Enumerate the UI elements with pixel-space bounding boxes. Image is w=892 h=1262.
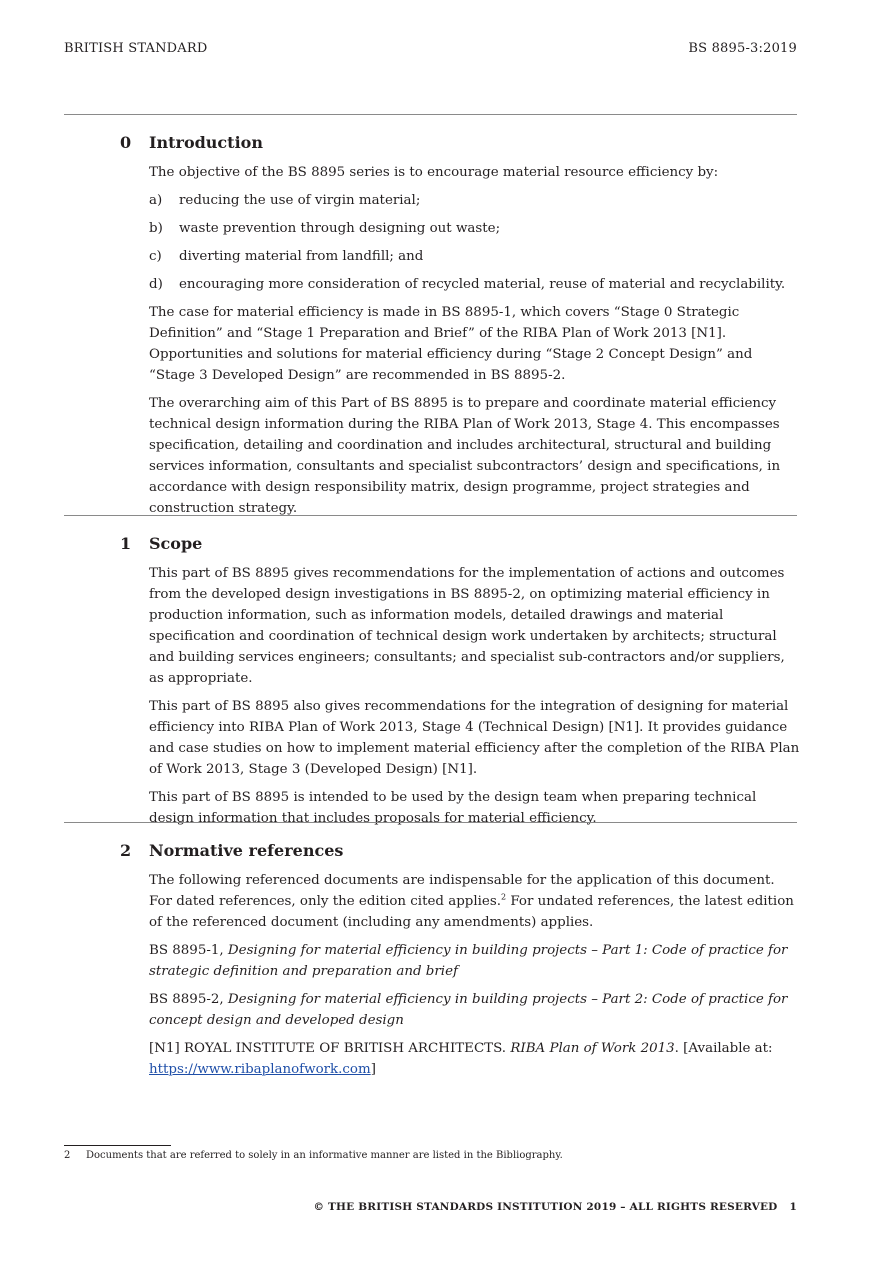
paragraph: [149, 870, 801, 933]
list-text: waste prevention through designing out waste;: [179, 221, 501, 236]
header-left: BRITISH STANDARD: [64, 41, 208, 56]
reference-code: [N1] ROYAL INSTITUTE OF BRITISH ARCHITECTS.: [149, 1041, 511, 1056]
paragraph: The case for material efficiency is made in BS 8895-1, which covers “Stage 0 Strategic Definition” and “Stage 1 Preparation and Brief” of the RIBA Plan of Work 2013 [N1]. Opportunities and solutions for material efficiency during “Stage 2 Concept Design” and “Stage 3 Developed Design” are recommended in BS 8895-2.: [149, 305, 753, 383]
list-item: [149, 190, 801, 211]
footnote-ref[interactable]: 2: [500, 892, 507, 902]
footnote-divider: [64, 1145, 171, 1146]
section-number: 1: [120, 534, 132, 553]
reference-code: BS 8895-2,: [149, 992, 228, 1007]
list-text: encouraging more consideration of recycled material, reuse of material and recyclability.: [179, 277, 786, 292]
reference-item: [149, 989, 801, 1031]
reference-title: Designing for material efficiency in building projects – Part 2: Code of practice for concept design and developed design: [149, 992, 788, 1028]
section-title: Normative references: [149, 841, 344, 860]
page-number: 1: [789, 1201, 797, 1213]
section-body: [149, 870, 801, 1080]
footnote: [64, 1150, 563, 1161]
list-label: a): [149, 193, 163, 208]
reference-title: Designing for material efficiency in building projects – Part 1: Code of practice for strategic definition and preparation and brief: [149, 943, 788, 979]
paragraph: The overarching aim of this Part of BS 8895 is to prepare and coordinate material efficiency technical design information during the RIBA Plan of Work 2013, Stage 4. This encompasses specification, detailing and coordination and includes architectural, structural and building services information, consultants and specialist subcontractors’ design and specifications, in accordance with design responsibility matrix, design programme, project strategies and construction strategy.: [149, 396, 781, 516]
reference-title: RIBA Plan of Work 2013: [510, 1041, 675, 1056]
section-body: [149, 162, 801, 519]
footnote-number: 2: [64, 1150, 71, 1161]
section-normative-references: [0, 841, 892, 1087]
list-label: b): [149, 221, 163, 236]
section-number: 2: [120, 841, 132, 860]
page-header: [64, 41, 797, 56]
text-run: The following referenced documents are indispensable for the application of this document. For dated references, only the edition cited applies.: [149, 873, 775, 909]
paragraph: This part of BS 8895 also gives recommendations for the integration of designing for material efficiency into RIBA Plan of Work 2013, Stage 4 (Technical Design) [N1]. It provides guidance and case studies on how to implement material efficiency after the completion of the RIBA Plan of Work 2013, Stage 3 (Developed Design) [N1].: [149, 699, 800, 777]
section-number: 0: [120, 133, 132, 152]
text-run: For undated references, the latest edition of the referenced document (including any amendments) applies.: [149, 894, 794, 930]
section-title: Scope: [149, 534, 203, 553]
paragraph: This part of BS 8895 gives recommendations for the implementation of actions and outcomes from the developed design investigations in BS 8895-2, on optimizing material efficiency in production information, such as information models, detailed drawings and material specification and coordination of technical design work undertaken by architects; structural and building services engineers; consultants; and specialist sub-contractors and/or suppliers, as appropriate.: [149, 566, 785, 686]
reference-code: BS 8895-1,: [149, 943, 228, 958]
list-item: [149, 218, 801, 239]
text-run: ]: [370, 1062, 376, 1077]
reference-item: [149, 1038, 801, 1080]
list-text: diverting material from landfill; and: [179, 249, 424, 264]
section-title: Introduction: [149, 133, 263, 152]
section-body: [149, 563, 801, 829]
list-item: [149, 274, 801, 295]
section-scope: [0, 534, 892, 836]
list-text: reducing the use of virgin material;: [179, 193, 421, 208]
list-label: d): [149, 277, 163, 292]
list-label: c): [149, 249, 162, 264]
section-introduction: [0, 133, 892, 526]
divider: [64, 515, 797, 516]
divider: [64, 822, 797, 823]
copyright: © THE BRITISH STANDARDS INSTITUTION 2019 – ALL RIGHTS RESERVED: [313, 1201, 778, 1213]
header-right: BS 8895-3:2019: [688, 41, 797, 56]
reference-item: [149, 940, 801, 982]
section-heading: [0, 534, 892, 558]
page-footer: [313, 1201, 797, 1213]
section-heading: [0, 133, 892, 157]
divider: [64, 114, 797, 115]
text-run: . [Available at:: [674, 1041, 773, 1056]
paragraph: The objective of the BS 8895 series is to encourage material resource efficiency by:: [149, 165, 719, 180]
section-heading: [0, 841, 892, 865]
riba-link[interactable]: https://www.ribaplanofwork.com: [149, 1062, 371, 1077]
footnote-text: Documents that are referred to solely in an informative manner are listed in the Bibliography.: [86, 1150, 563, 1161]
list-item: [149, 246, 801, 267]
paragraph: This part of BS 8895 is intended to be used by the design team when preparing technical design information that includes proposals for material efficiency.: [149, 790, 757, 826]
